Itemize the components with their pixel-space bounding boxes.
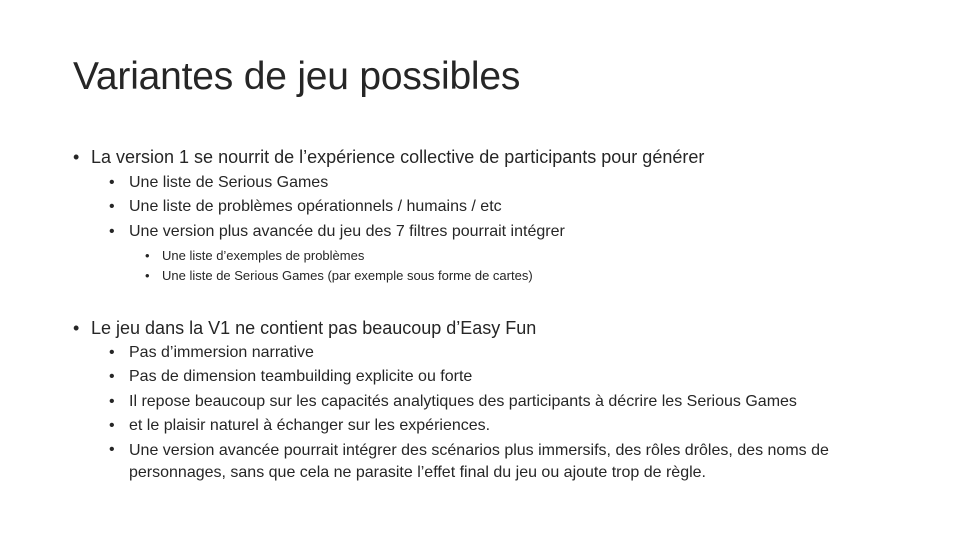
section1-subitem: Une liste de Serious Games (par exemple sous forme de cartes) bbox=[162, 268, 533, 283]
bullet-icon: • bbox=[109, 344, 115, 361]
bullet-icon: • bbox=[145, 248, 150, 263]
section2-item: Il repose beaucoup sur les capacités analytiques des participants à décrire les Serious Games bbox=[129, 393, 797, 410]
section2-item: Pas d’immersion narrative bbox=[129, 344, 314, 361]
section1-item: Une liste de problèmes opérationnels / humains / etc bbox=[129, 198, 502, 215]
bullet-icon: • bbox=[145, 268, 150, 283]
bullet-icon: • bbox=[109, 417, 115, 434]
slide-title: Variantes de jeu possibles bbox=[73, 55, 521, 98]
bullet-icon: • bbox=[73, 318, 80, 338]
bullet-icon: • bbox=[109, 368, 115, 385]
bullet-icon: • bbox=[109, 174, 115, 191]
section2-text: Le jeu dans la V1 ne contient pas beaucoup d’Easy Fun bbox=[91, 318, 537, 338]
bullet-icon: • bbox=[73, 147, 80, 167]
bullet-icon: • bbox=[109, 441, 115, 458]
bullet-icon: • bbox=[109, 198, 115, 215]
section1-text: La version 1 se nourrit de l’expérience collective de participants pour générer bbox=[91, 147, 705, 167]
bullet-icon: • bbox=[109, 223, 115, 240]
bullet-icon: • bbox=[109, 393, 115, 410]
section1-item: Une version plus avancée du jeu des 7 filtres pourrait intégrer bbox=[129, 223, 565, 240]
section2-item: Une version avancée pourrait intégrer des scénarios plus immersifs, des rôles drôles, des noms de personnages, sans que cela ne parasite l’effet final du jeu ou ajoute trop de règle. bbox=[129, 442, 829, 481]
section2-item: Pas de dimension teambuilding explicite ou forte bbox=[129, 368, 473, 385]
section1-subitem: Une liste d’exemples de problèmes bbox=[162, 248, 365, 263]
section1-item: Une liste de Serious Games bbox=[129, 174, 329, 191]
section2-item: et le plaisir naturel à échanger sur les expériences. bbox=[129, 417, 491, 434]
